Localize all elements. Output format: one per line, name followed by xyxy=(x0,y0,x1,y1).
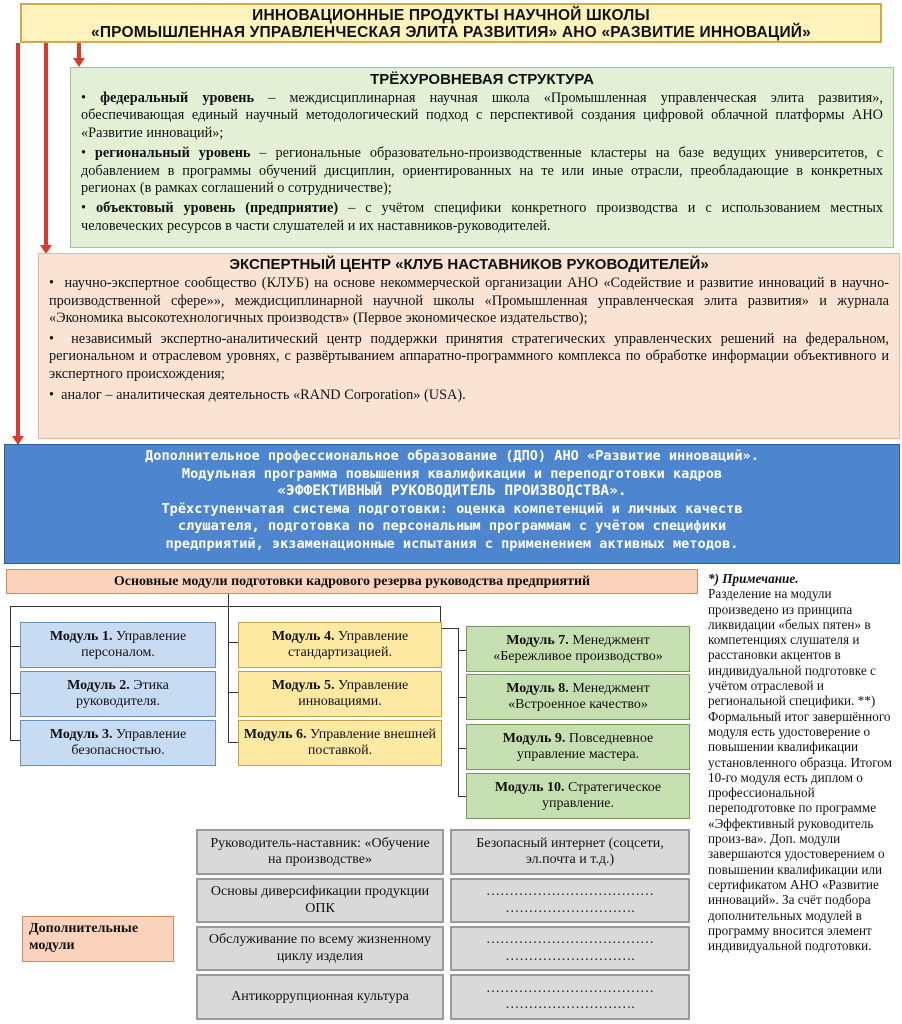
connector-line xyxy=(228,594,229,606)
arrow-main-shaft xyxy=(16,43,20,437)
structure-box xyxy=(70,67,894,248)
additional-modules-label: Дополнительные модули xyxy=(22,916,174,962)
connector-line xyxy=(228,606,229,742)
extra-module-left: Антикоррупционная культура xyxy=(196,974,444,1020)
structure-item: • федеральный уровень – междисциплинарная научная школа «Промышленная управленческая элита развития», обеспечивающая единый научный методологический подход с перспективой создания цифровой облачной платформы АНО «Развитие инноваций»; xyxy=(81,90,883,141)
arrow-structure-head xyxy=(73,58,85,67)
module-1: Модуль 1. Управление персоналом. xyxy=(20,622,216,668)
dpo-line: Модульная программа повышения квалификации и переподготовки кадров xyxy=(181,465,723,482)
dpo-banner xyxy=(4,444,900,564)
module-4: Модуль 4. Управление стандартизацией. xyxy=(238,622,442,668)
connector-line xyxy=(10,740,20,741)
expert-title: ЭКСПЕРТНЫЙ ЦЕНТР «КЛУБ НАСТАВНИКОВ РУКОВОДИТЕЛЕЙ» xyxy=(229,256,709,273)
connector-line xyxy=(458,697,466,698)
module-2: Модуль 2. Этика руководителя. xyxy=(20,671,216,717)
main-title-line2: «ПРОМЫШЛЕННАЯ УПРАВЛЕНЧЕСКАЯ ЭЛИТА РАЗВИТИЯ» АНО «РАЗВИТИЕ ИННОВАЦИЙ» xyxy=(91,24,811,41)
module-5: Модуль 5. Управление инновациями. xyxy=(238,671,442,717)
connector-line xyxy=(228,692,238,693)
note-text: Разделение на модули произведено из принципа ликвидации «белых пятен» в компетенциях слушателя и расстановки акцентов в индивидуальной подготовке с учётом отраслевой и региональной специфики. **) Формальный итог завершённого модуля есть удостоверение о повышении квалификации установленного образца. Итогом 10-го модуля есть диплом о профессиональной переподготовке по программе «Эффективный руководитель произ-ва». Доп. модули завершаются удостоверением о повышении квалификации или сертификатом АНО «Развитие инноваций». За счёт подбора дополнительных модулей в программу вносится элемент индивидуальной подготовки. xyxy=(708,586,892,954)
extra-module-right: ……………………………… ………………………. xyxy=(450,926,690,971)
structure-term: федеральный уровень xyxy=(100,90,255,106)
module-9: Модуль 9. Повседневное управление мастера. xyxy=(466,724,690,770)
dpo-line: Дополнительное профессиональное образование (ДПО) АНО «Развитие инноваций». xyxy=(145,448,759,464)
dpo-line: Трёхступенчатая система подготовки: оценка компетенций и личных качеств xyxy=(161,500,743,517)
modules-title: Основные модули подготовки кадрового резерва руководства предприятий xyxy=(6,569,698,594)
module-6: Модуль 6. Управление внешней поставкой. xyxy=(238,720,442,766)
connector-line xyxy=(440,628,458,629)
connector-line xyxy=(228,642,238,643)
extra-module-left: Обслуживание по всему жизненному циклу изделия xyxy=(196,926,444,971)
dpo-line: слушателя, подготовка по персональным программам с учётом специфики xyxy=(177,518,727,535)
dpo-line: предприятий, экзаменационные испытания с применением активных методов. xyxy=(165,535,739,552)
connector-line xyxy=(458,628,459,796)
module-10: Модуль 10. Стратегическое управление. xyxy=(466,773,690,819)
note-panel xyxy=(708,571,898,1021)
expert-box xyxy=(38,253,900,439)
module-7: Модуль 7. Менеджмент «Бережливое производство» xyxy=(466,626,690,672)
extra-module-left: Руководитель-наставник: «Обучение на производстве» xyxy=(196,829,444,875)
dpo-program-title: «ЭФФЕКТИВНЫЙ РУКОВОДИТЕЛЬ ПРОИЗВОДСТВА». xyxy=(277,483,627,500)
connector-line xyxy=(458,748,466,749)
module-3: Модуль 3. Управление безопасностью. xyxy=(20,720,216,766)
expert-item: • аналог – аналитическая деятельность «RAND Corporation» (USA). xyxy=(49,386,466,403)
structure-item: • объектовый уровень (предприятие) – с учётом специфики конкретного производства и с использованием местных человеческих ресурсов в части слушателей и их наставников-руководителей. xyxy=(81,200,883,234)
structure-title: ТРЁХУРОВНЕВАЯ СТРУКТУРА xyxy=(370,71,594,88)
connector-line xyxy=(10,646,20,647)
note-heading: *) Примечание. xyxy=(708,571,799,586)
structure-item: • региональный уровень – региональные образовательно-производственные кластеры на базе ведущих университетов, с добавлением в программы обучений дисциплин, ориентированных на те или иные отрасли, преобладающие в конкретных регионах (в рамках соглашений о сотрудничестве); xyxy=(81,145,883,197)
main-title xyxy=(20,3,882,43)
connector-line xyxy=(458,650,466,651)
extra-module-right: ……………………………… ………………………. xyxy=(450,878,690,923)
expert-item: • научно-экспертное сообщество (КЛУБ) на основе некоммерческой организации АНО «Содействие и развитие инноваций в научно-производственной сфере»», междисциплинарной научной школы «Промышленная управленческая элита развития» и журнала «Экономика высокотехнологичных производств» (Первое экономическое издательство); xyxy=(49,275,889,327)
extra-module-right: ……………………………… ………………………. xyxy=(450,974,690,1020)
arrow-expert-shaft xyxy=(44,43,48,246)
connector-line xyxy=(10,693,20,694)
connector-line xyxy=(10,606,440,607)
extra-module-left: Основы диверсификации продукции ОПК xyxy=(196,878,444,923)
connector-line xyxy=(228,742,238,743)
arrow-structure-shaft xyxy=(77,43,81,59)
connector-line xyxy=(458,796,466,797)
connector-line xyxy=(10,606,11,741)
expert-item: • независимый экспертно-аналитический центр поддержки принятия стратегических управленческих решений на федеральном, региональном и отраслевом уровнях, с развёртыванием аппаратно-программного комплекса по обработке информации объективного и экспертного происхождения; xyxy=(49,330,889,382)
structure-term: объектовый уровень (предприятие) xyxy=(95,200,339,217)
main-title-line1: ИННОВАЦИОННЫЕ ПРОДУКТЫ НАУЧНОЙ ШКОЛЫ xyxy=(252,7,650,24)
extra-module-right: Безопасный интернет (соцсети, эл.почта и т.д.) xyxy=(450,829,690,875)
structure-term: региональный уровень xyxy=(94,145,251,162)
module-8: Модуль 8. Менеджмент «Встроенное качество» xyxy=(466,674,690,720)
